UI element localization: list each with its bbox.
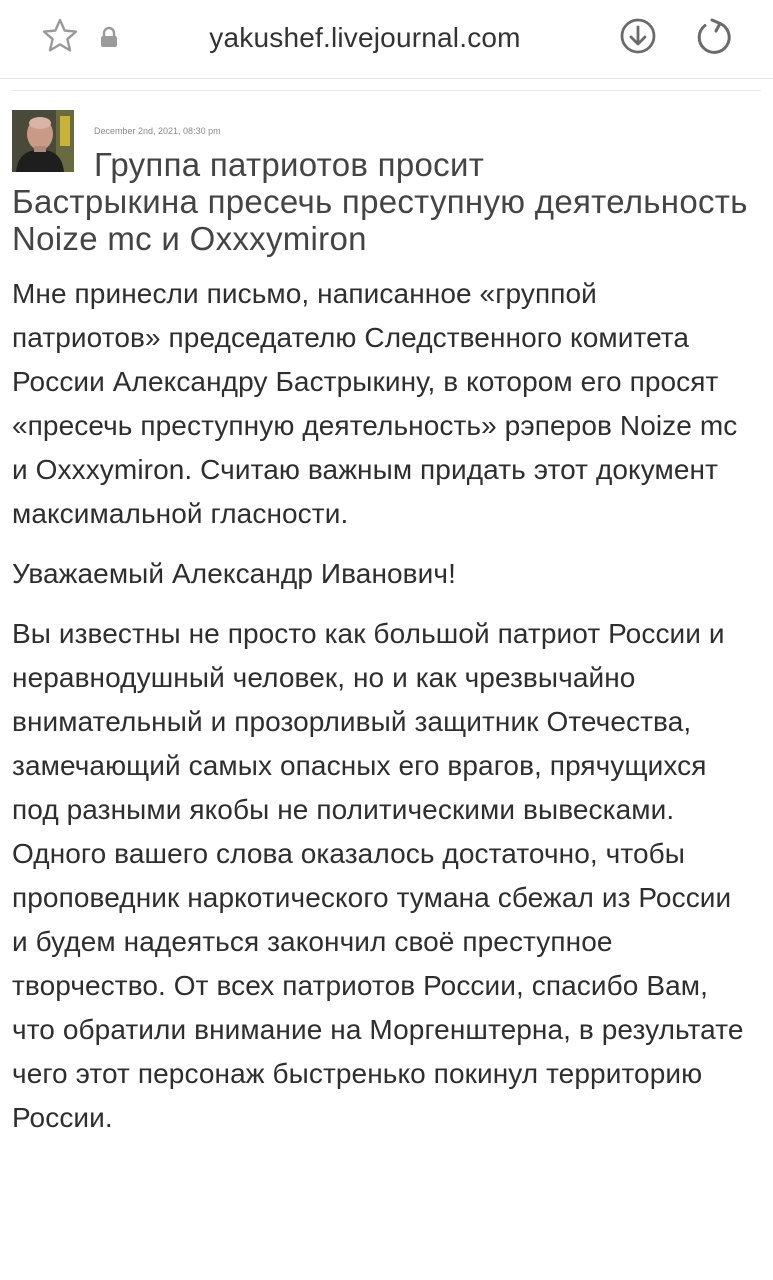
post-body	[12, 272, 747, 1156]
download-icon[interactable]	[618, 16, 658, 56]
post-paragraph: Вы известны не просто как большой патриот России и неравнодушный человек, но и как чрезвычайно внимательный и прозорливый защитник Отечества, замечающий самых опасных его врагов, прячущихся под разными якобы не политическими вывесками. Одного вашего слова оказалось достаточно, чтобы проповедник наркотического тумана сбежал из России и будем надеяться закончил своё преступное творчество. От всех патриотов России, спасибо Вам, что обратили внимание на Моргенштерна, в результате чего этот персонаж быстренько покинул территорию России.	[12, 618, 744, 1133]
post-title-line1: Группа патриотов просит	[94, 146, 485, 183]
post-paragraph: Уважаемый Александр Иванович!	[12, 558, 456, 589]
reload-icon[interactable]	[694, 16, 734, 56]
post-paragraph: Мне принесли письмо, написанное «группой патриотов» председателю Следственного комитета России Александру Бастрыкину, в котором его просят «пресечь преступную деятельность» рэперов Noize mc и Oxxxymiron. Считаю важным придать этот документ максимальной гласности.	[12, 278, 738, 529]
post-divider	[12, 90, 761, 91]
post-date: December 2nd, 2021, 08:30 pm	[94, 126, 221, 136]
post-title-rest: Бастрыкина пресечь преступную деятельность Noize mc и Oxxxymiron	[12, 183, 748, 257]
lock-icon[interactable]	[98, 26, 120, 48]
url-field[interactable]: yakushef.livejournal.com	[209, 22, 521, 53]
post-title[interactable]	[12, 146, 752, 257]
star-icon[interactable]	[40, 16, 80, 56]
browser-toolbar	[0, 0, 773, 79]
